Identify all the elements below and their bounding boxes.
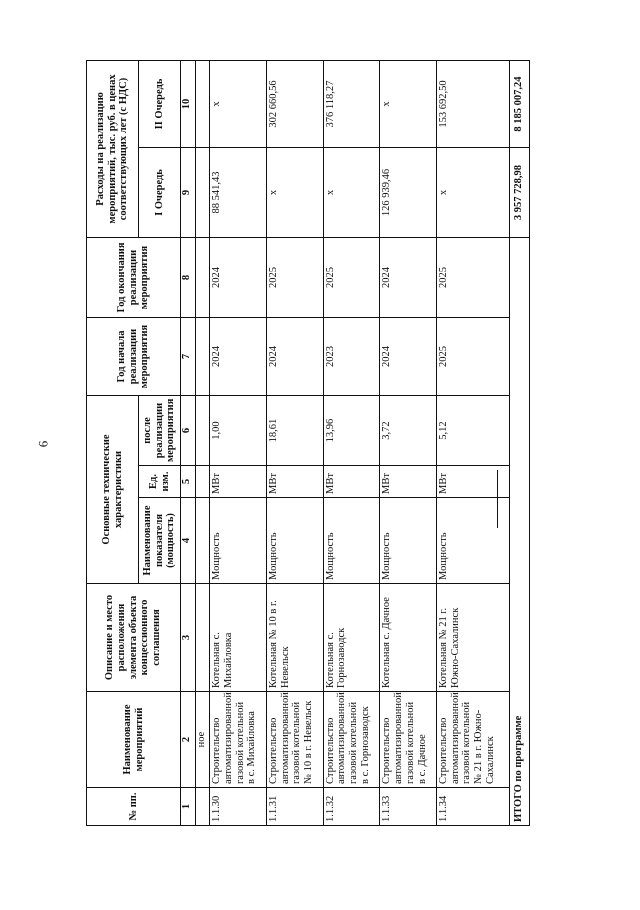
row-start: 2024 <box>210 318 267 396</box>
row-start: 2024 <box>266 318 323 396</box>
col-number: 2 <box>181 692 196 788</box>
row-stage-2: 153 692,50 <box>436 60 509 147</box>
total-stage-1: 3 957 728,98 <box>509 148 529 238</box>
header-num: № пп. <box>87 788 181 826</box>
col-number: 9 <box>181 148 196 238</box>
row-indicator: Мощность <box>323 498 380 584</box>
row-start: 2025 <box>436 318 509 396</box>
col-number: 4 <box>181 498 196 584</box>
row-unit: МВт <box>323 466 380 498</box>
row-end: 2025 <box>436 238 509 318</box>
continuation-text: ное <box>195 692 209 788</box>
row-indicator: Мощность <box>436 498 509 584</box>
row-start: 2024 <box>380 318 437 396</box>
program-measures-table <box>86 60 530 826</box>
row-stage-1: 88 541,43 <box>210 148 267 238</box>
table-row <box>323 60 380 825</box>
col-number: 6 <box>181 396 196 466</box>
row-stage-2: x <box>380 60 437 147</box>
table-row <box>210 60 267 825</box>
row-start: 2023 <box>323 318 380 396</box>
row-unit: МВт <box>210 466 267 498</box>
row-name: Строительство автоматизированной газовой котельной № 10 в г. Невельск <box>266 692 323 788</box>
table-row <box>266 60 323 825</box>
column-numbers-row <box>181 60 196 825</box>
row-value: 1,00 <box>210 396 267 466</box>
table-row <box>436 60 509 825</box>
row-desc: Котельная с. Горнозаводск <box>323 584 380 692</box>
row-stage-2: x <box>210 60 267 147</box>
row-stage-2: 376 118,27 <box>323 60 380 147</box>
header-after: после реализации мероприятия <box>139 396 181 466</box>
row-unit: МВт <box>266 466 323 498</box>
row-indicator: Мощность <box>380 498 437 584</box>
row-num: 1.1.30 <box>210 788 267 826</box>
row-unit: МВт <box>436 466 509 498</box>
row-unit: МВт <box>380 466 437 498</box>
row-num: 1.1.34 <box>436 788 509 826</box>
row-num: 1.1.31 <box>266 788 323 826</box>
row-end: 2025 <box>323 238 380 318</box>
row-num: 1.1.32 <box>323 788 380 826</box>
total-stage-2: 8 185 007,24 <box>509 60 529 147</box>
table-row <box>380 60 437 825</box>
row-value: 3,72 <box>380 396 437 466</box>
row-stage-1: x <box>266 148 323 238</box>
row-end: 2024 <box>210 238 267 318</box>
row-num: 1.1.33 <box>380 788 437 826</box>
header-description: Описание и место расположения элемента объекта концессионного соглашения <box>87 584 181 692</box>
col-number: 1 <box>181 788 196 826</box>
row-value: 13,96 <box>323 396 380 466</box>
header-indicator: Наименование показателя (мощность) <box>139 498 181 584</box>
row-desc: Котельная с. Дачное <box>380 584 437 692</box>
total-label: ИТОГО по программе <box>509 238 529 826</box>
row-indicator: Мощность <box>266 498 323 584</box>
header-tech-characteristics: Основные технические характеристики <box>87 396 139 584</box>
row-stage-1: x <box>436 148 509 238</box>
col-number: 5 <box>181 466 196 498</box>
header-name: Наименование мероприятий <box>87 692 181 788</box>
row-value: 5,12 <box>436 396 509 466</box>
row-desc: Котельная № 10 в г. Невельск <box>266 584 323 692</box>
col-number: 3 <box>181 584 196 692</box>
header-expenses: Расходы на реализацию мероприятий, тыс. руб. в ценах соответствующих лет (с НДС) <box>87 60 139 237</box>
row-end: 2025 <box>266 238 323 318</box>
rotated-table-wrapper <box>86 61 530 826</box>
header-end-year: Год окончания реализации мероприятия <box>87 238 181 318</box>
header-start-year: Год начала реализации мероприятия <box>87 318 181 396</box>
continuation-row <box>195 60 209 825</box>
row-stage-2: 302 660,56 <box>266 60 323 147</box>
row-indicator: Мощность <box>210 498 267 584</box>
row-end: 2024 <box>380 238 437 318</box>
row-name: Строительство автоматизированной газовой котельной в с. Горнозаводск <box>323 692 380 788</box>
col-number: 7 <box>181 318 196 396</box>
row-stage-1: 126 939,46 <box>380 148 437 238</box>
row-stage-1: x <box>323 148 380 238</box>
col-number: 8 <box>181 238 196 318</box>
col-number: 10 <box>181 60 196 147</box>
header-stage-2: II Очередь <box>139 60 181 147</box>
row-name: Строительство автоматизированной газовой котельной в с. Дачное <box>380 692 437 788</box>
total-row <box>509 60 529 825</box>
row-value: 18,61 <box>266 396 323 466</box>
row-name: Строительство автоматизированной газовой котельной № 21 в г. Южно-Сахалинск <box>436 692 509 788</box>
header-stage-1: I Очередь <box>139 148 181 238</box>
row-desc: Котельная № 21 г. Южно-Сахалинск <box>436 584 509 692</box>
row-desc: Котельная с. Михайловка <box>210 584 267 692</box>
page-number: 6 <box>35 440 51 448</box>
row-name: Строительство автоматизированной газовой котельной в с. Михайловка <box>210 692 267 788</box>
header-unit: Ед. изм. <box>139 466 181 498</box>
